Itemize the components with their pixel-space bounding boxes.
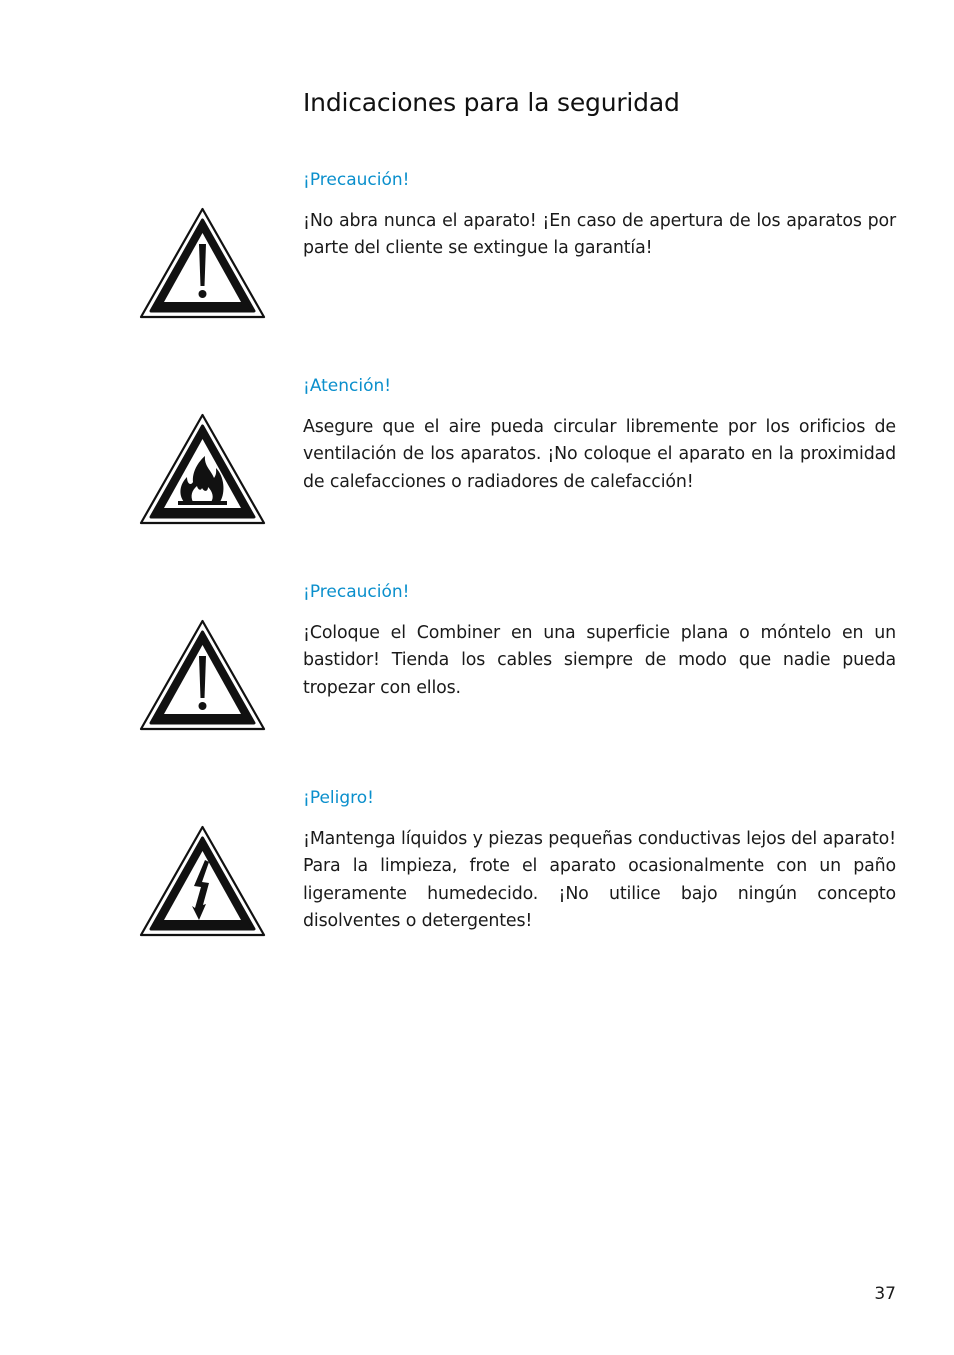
- page-number: 37: [874, 1284, 896, 1304]
- warning-text: ¡Mantenga líquidos y piezas pequeñas conductivas lejos del aparato! Para la limpieza, frote el aparato ocasionalmente con un paño ligeramente humedecido. ¡No utilice bajo ningún concepto disolventes o detergentes!: [303, 829, 896, 931]
- electric-shock-warning-icon: [138, 824, 267, 938]
- warning-text: Asegure que el aire pueda circular libremente por los orificios de ventilación de los aparatos. ¡No coloque el aparato en la proximidad de calefacciones o radiadores de calefacción!: [303, 417, 896, 492]
- warning-text: ¡No abra nunca el aparato! ¡En caso de apertura de los aparatos por parte del cliente se extingue la garantía!: [303, 211, 896, 259]
- warning-text: ¡Coloque el Combiner en una superficie plana o móntelo en un bastidor! Tienda los cables siempre de modo que nadie pueda tropezar con ellos.: [303, 623, 896, 698]
- warning-heading: ¡Precaución!: [303, 582, 410, 602]
- warning-heading: ¡Peligro!: [303, 788, 374, 808]
- page-title: Indicaciones para la seguridad: [303, 88, 680, 117]
- warning-heading: ¡Precaución!: [303, 170, 410, 190]
- exclamation-warning-icon: [138, 206, 267, 320]
- exclamation-warning-icon: [138, 618, 267, 732]
- fire-warning-icon: [138, 412, 267, 526]
- warning-heading: ¡Atención!: [303, 376, 392, 396]
